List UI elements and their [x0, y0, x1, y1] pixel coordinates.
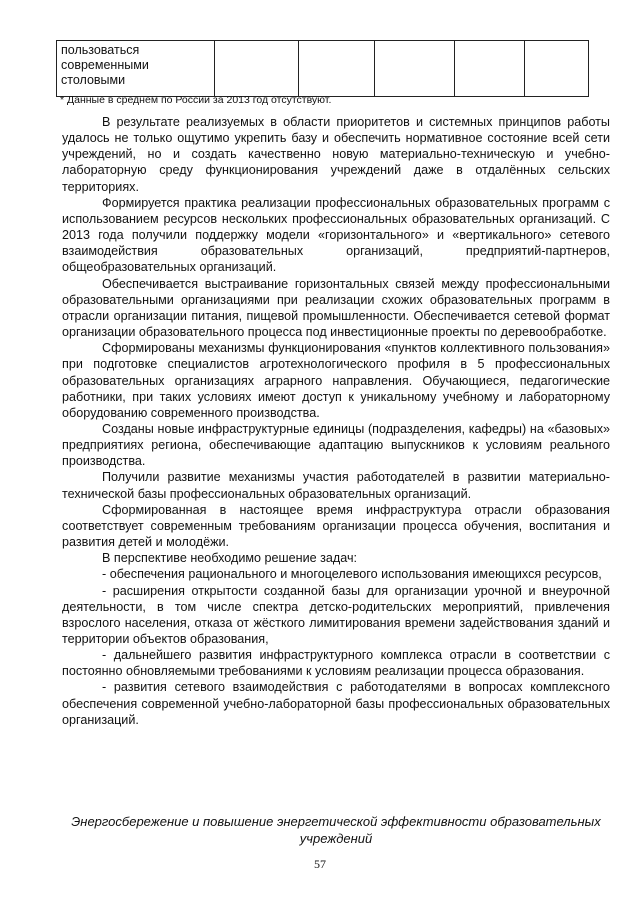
- paragraph: Сформированы механизмы функционирования «пунктов коллективного пользования» при подготовке специалистов агротехнологического профиля в 5 профессиональных образовательных организациях аграрного направления. Обучающиеся, педагогические работники, при таких условиях имеют доступ к уникальному учебному и лабораторному оборудованию современного производства.: [62, 341, 610, 420]
- body-text: [62, 114, 610, 728]
- footnote: * Данные в среднем по России за 2013 год отсутствуют.: [60, 94, 332, 106]
- table-cell: [525, 41, 589, 97]
- section-title: Энергосбережение и повышение энергетической эффективности образовательных учреждений: [71, 814, 601, 846]
- paragraph: Обеспечивается выстраивание горизонтальных связей между профессиональными образовательными организациями при реализации схожих образовательных программ в отрасли организации питания, пищевой промышленности. Обеспечивается сетевой формат организации образовательного процесса под инвестиционные проекты по деревообработке.: [62, 276, 610, 340]
- table-cell: [299, 41, 375, 97]
- paragraph: Сформированная в настоящее время инфраструктура отрасли образования соответствует современным требованиям организации процесса обучения, воспитания и развития детей и молодёжи.: [62, 502, 610, 550]
- list-item: - дальнейшего развития инфраструктурного комплекса отрасли в соответствии с постоянно обновляемыми требованиями к условиям реализации процесса образования.: [62, 648, 610, 679]
- table-row: [57, 41, 589, 97]
- paragraph: Формируется практика реализации профессиональных образовательных программ с использованием ресурсов нескольких профессиональных образовательных организаций. С 2013 года получили поддержку модели «горизонтального» и «вертикального» сетевого взаимодействия образовательных организаций, предприятий-партнеров, общеобразовательных организаций.: [62, 195, 610, 275]
- table-fragment: [56, 40, 588, 97]
- data-table: [56, 40, 589, 97]
- table-cell: [215, 41, 299, 97]
- paragraph: В результате реализуемых в области приоритетов и системных принципов работы удалось не только ощутимо укрепить базу и обеспечить нормативное состояние всей сети учреждений, но и создать качественно новую материально-техническую и учебно-лабораторную среду функционирования учреждений даже в отдалённых сельских территориях.: [62, 115, 610, 194]
- table-cell: пользоваться современными столовыми: [57, 41, 215, 97]
- table-cell: [375, 41, 455, 97]
- list-item: - обеспечения рационального и многоцелевого использования имеющихся ресурсов,: [102, 567, 602, 582]
- list-item: - расширения открытости созданной базы для организации урочной и внеурочной деятельности, в том числе спектра детско-родительских мероприятий, привлечения взрослого населения, отказа от жёсткого лимитирования времени задействования зданий и территории объектов образования,: [62, 583, 610, 646]
- list-item: - развития сетевого взаимодействия с работодателями в вопросах комплексного обеспечения современной учебно-лабораторной базы профессиональных образовательных организаций.: [62, 680, 610, 727]
- paragraph: Созданы новые инфраструктурные единицы (подразделения, кафедры) на «базовых» предприятиях региона, обеспечивающие адаптацию выпускников к условиям реального производства.: [62, 421, 610, 469]
- paragraph: В перспективе необходимо решение задач:: [102, 551, 358, 566]
- page-number: 57: [314, 857, 326, 871]
- paragraph: Получили развитие механизмы участия работодателей в развитии материально-технической базы профессиональных образовательных организаций.: [62, 470, 610, 501]
- table-cell: [455, 41, 525, 97]
